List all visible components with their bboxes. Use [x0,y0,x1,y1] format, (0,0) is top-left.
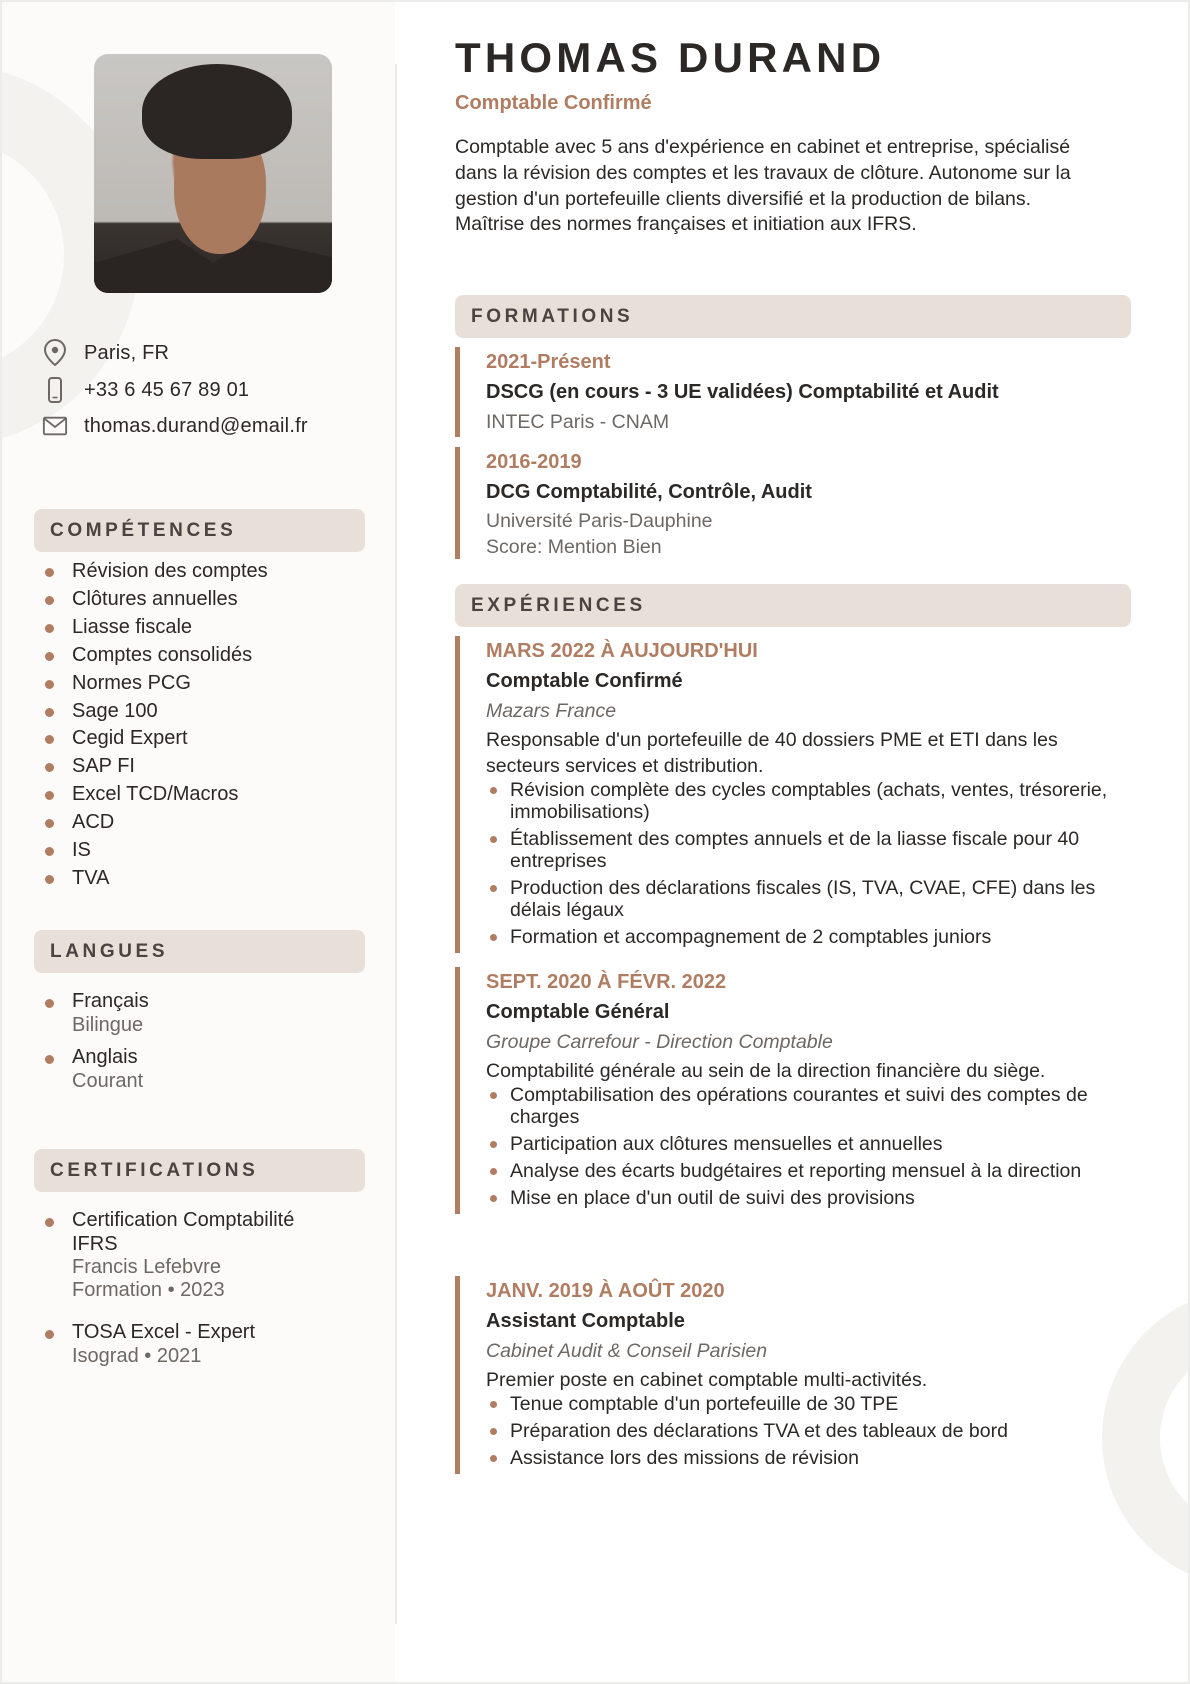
skill-item: Comptes consolidés [45,642,268,670]
skill-item: SAP FI [45,753,268,781]
experience-bullet: Tenue comptable d'un portefeuille de 30 TPE [486,1393,1126,1415]
candidate-name: THOMAS DURAND [455,34,886,81]
email-link[interactable]: thomas.durand@email.fr [84,414,308,437]
skill-item: ACD [45,809,268,837]
experience-bullets [486,1393,1131,1469]
experience-date: JANV. 2019 À AOÛT 2020 [486,1280,725,1302]
skill-item: Clôtures annuelles [45,586,268,614]
experience-bullet: Participation aux clôtures mensuelles et annuelles [486,1133,1126,1155]
skill-item: IS [45,837,268,865]
certification-item [45,1209,295,1302]
experience-company: Cabinet Audit & Conseil Parisien [486,1340,768,1362]
phone-text[interactable]: +33 6 45 67 89 01 [84,378,250,401]
experience-entry [455,636,1131,953]
skill-item: TVA [45,865,268,893]
certification-item [45,1321,345,1368]
skill-item: Normes PCG [45,670,268,698]
experience-date: SEPT. 2020 À FÉVR. 2022 [486,971,727,993]
experience-position: Comptable Confirmé [486,670,683,692]
education-school: INTEC Paris - CNAM [486,411,670,433]
skills-section-header: COMPÉTENCES [34,509,365,552]
mail-icon [42,413,68,439]
contact-location [42,339,169,367]
education-degree: DSCG (en cours - 3 UE validées) Comptabilité et Audit [486,381,999,403]
phone-icon [42,377,68,403]
certification-name: Certification Comptabilité IFRS [72,1209,295,1255]
education-entry [455,447,1131,559]
candidate-role: Comptable Confirmé [455,92,652,114]
experience-bullet: Établissement des comptes annuels et de la liasse fiscale pour 40 entreprises [486,828,1126,872]
language-name: Anglais [72,1046,138,1068]
skills-list [45,558,268,893]
education-score: Score: Mention Bien [486,536,662,558]
education-school: Université Paris-Dauphine [486,510,713,532]
languages-section-header: LANGUES [34,930,365,973]
education-date: 2021-Présent [486,351,611,373]
experience-bullets [486,1084,1131,1209]
experience-position: Assistant Comptable [486,1310,685,1332]
certification-detail: Isograd • 2021 [72,1344,202,1367]
certification-detail: Francis Lefebvre Formation • 2023 [72,1256,225,1301]
experience-description: Responsable d'un portefeuille de 40 dossiers PME et ETI dans les secteurs services et distribution. [486,729,1058,777]
education-date: 2016-2019 [486,451,582,473]
experience-bullet: Assistance lors des missions de révision [486,1447,1126,1469]
skill-item: Révision des comptes [45,558,268,586]
column-divider [395,64,397,1624]
experience-entry [455,1276,1131,1474]
education-section-header: FORMATIONS [455,295,1131,338]
experience-bullets [486,779,1131,948]
map-pin-icon [42,340,68,366]
location-text: Paris, FR [84,341,170,364]
contact-email[interactable] [42,412,308,440]
experience-description: Comptabilité générale au sein de la direction financière du siège. [486,1060,1046,1082]
experience-bullet: Révision complète des cycles comptables (achats, ventes, trésorerie, immobilisations) [486,779,1126,823]
language-item [45,1046,365,1093]
bullet-icon [45,999,54,1008]
experience-bullet: Analyse des écarts budgétaires et reporting mensuel à la direction [486,1160,1086,1182]
language-item [45,990,365,1037]
language-name: Français [72,990,149,1012]
profile-summary: Comptable avec 5 ans d'expérience en cabinet et entreprise, spécialisé dans la révision des comptes et les travaux de clôture. Autonome sur la gestion d'un portefeuille clients diversifié et la production de bilans. Maîtrise des normes françaises et initiation aux IFRS. [455,136,1071,236]
experience-date: MARS 2022 À AUJOURD'HUI [486,640,758,662]
certifications-section-header: CERTIFICATIONS [34,1149,365,1192]
experience-entry [455,967,1131,1214]
bullet-icon [45,1218,54,1227]
certification-name: TOSA Excel - Expert [72,1321,256,1343]
experience-section-header: EXPÉRIENCES [455,584,1131,627]
language-level: Courant [72,1069,144,1092]
bullet-icon [45,1055,54,1064]
profile-photo [94,54,332,293]
experience-position: Comptable Général [486,1001,670,1023]
experience-description: Premier poste en cabinet comptable multi-activités. [486,1369,928,1391]
experience-company: Groupe Carrefour - Direction Comptable [486,1031,833,1053]
experience-company: Mazars France [486,700,617,722]
education-entry [455,347,1131,437]
experience-bullet: Comptabilisation des opérations courantes et suivi des comptes de charges [486,1084,1126,1128]
photo-detail [142,64,292,159]
skill-item: Cegid Expert [45,725,268,753]
experience-bullet: Production des déclarations fiscales (IS, TVA, CVAE, CFE) dans les délais légaux [486,877,1126,921]
experience-bullet: Formation et accompagnement de 2 comptables juniors [486,926,1126,948]
experience-bullet: Mise en place d'un outil de suivi des provisions [486,1187,1126,1209]
skill-item: Liasse fiscale [45,614,268,642]
experience-bullet: Préparation des déclarations TVA et des tableaux de bord [486,1420,1126,1442]
skill-item: Sage 100 [45,698,268,726]
language-level: Bilingue [72,1013,144,1036]
bullet-icon [45,1330,54,1339]
education-degree: DCG Comptabilité, Contrôle, Audit [486,481,812,503]
skill-item: Excel TCD/Macros [45,781,268,809]
contact-phone[interactable] [42,376,249,404]
